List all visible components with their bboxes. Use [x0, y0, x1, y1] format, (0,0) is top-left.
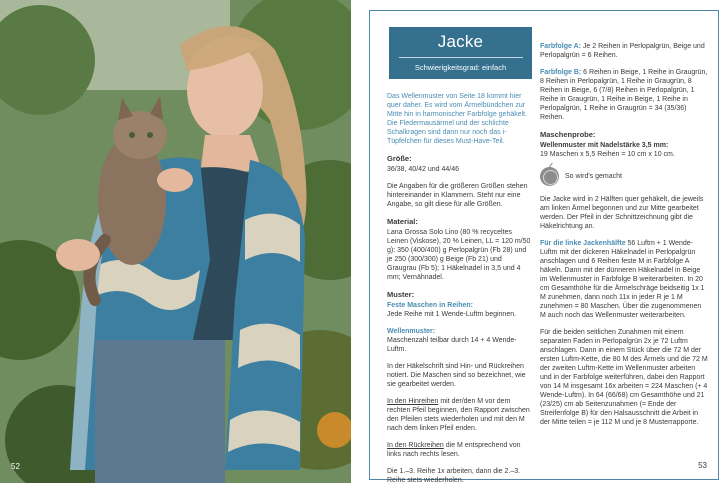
- color-sequence-a: [540, 42, 708, 60]
- gauge-label: Wellenmuster mit Nadelstärke 3,5 mm:: [540, 142, 669, 149]
- gauge-section: [540, 141, 708, 159]
- right-side-rows-text: [387, 397, 532, 433]
- sizes-text: 36/38, 40/42 und 44/46: [387, 166, 460, 173]
- left-half-text: 56 Luftm + 1 Wende-Luftm mit der dickeren Häkelnadel in Perlopalgrün anschlagen und 6 Reihen feste M in Farbfolge A häkeln. Dann mit der dünneren Häkelnadel in Beige im Wellenmuster in Farbfolge B weiterarbeiten. In 20 cm Gesamthöhe für die Ärmelschräge beidseitig 1x 1 M zunehmen, dann noch 11x in jeder R je 1 M zunehmen = 80 Maschen. Über die zugenommenen M auch noch das Wellenmuster weiterarbeiten.: [540, 240, 705, 319]
- text-column-left: [387, 92, 532, 483]
- difficulty-label: Schwierigkeitsgrad: einfach: [414, 63, 507, 72]
- photo-woman-with-cat-cardigan: [0, 0, 351, 483]
- wrong-side-rows-text: [387, 441, 532, 459]
- title-box: [389, 27, 532, 79]
- color-sequence-a-label: Farbfolge A:: [540, 43, 581, 50]
- page-number-left: 52: [11, 462, 20, 471]
- single-crochet-text: Jede Reihe mit 1 Wende-Luftm beginnen.: [387, 311, 517, 318]
- material-text: Lana Grossa Solo Lino (80 % recyceltes Leinen (Viskose), 20 % Leinen, LL = 120 m/50 g): 350 (400/400) g Perlopalgrün (Fb 28) und je 250 (300/300) g Beige (Fb 21) und Graugrau (Fb 5); 1 Häkelnadel in 3,5 und 4 mm; Vernähnadel.: [387, 229, 531, 281]
- wave-pattern-label: Wellenmuster:: [387, 328, 436, 335]
- photo-illustration: [0, 0, 351, 483]
- repeat-note: Die 1.–3. Reihe 1x arbeiten, dann die 2.–3. Reihe stets wiederholen.: [387, 468, 521, 483]
- single-crochet-label: Feste Maschen in Reihen:: [387, 302, 473, 309]
- color-sequence-a-text: Je 2 Reihen in Perlopalgrün, Beige und Perlopalgrün = 6 Reihen.: [540, 43, 705, 59]
- page-gutter: [351, 0, 369, 483]
- page-number-right: 53: [698, 461, 707, 470]
- wrong-side-rows-body: die M entsprechend von links nach rechts lesen.: [387, 442, 521, 458]
- text-column-right: [540, 42, 708, 435]
- instructions-intro: Die Jacke wird in 2 Hälften quer gehäkelt, die jeweils am linken Ärmel begonnen und zur Mitte gearbeitet werden. Der Pfeil in der Schnittzeichnung gibt die Häkelrichtung an.: [540, 196, 704, 230]
- intro-text: Das Wellenmuster von Seite 18 kommt hier quer daher. Es wird vom Ärmelbündchen zur Mitte hin in harmonischer Farbfolge gehäkelt. Die Fledermausärmel und der schlichte Schalkragen sind dann nur noch das i-Tüpfelchen für dieses Must-Have-Teil.: [387, 93, 528, 145]
- wave-pattern-section: [387, 327, 532, 354]
- sizes-note: Die Angaben für die größeren Größen stehen hintereinander in Klammern. Steht nur eine Angabe, so gilt diese für alle Größen.: [387, 183, 528, 208]
- wrong-side-rows-label: In den Rückreihen: [387, 442, 444, 449]
- gauge-text: 19 Maschen x 5,5 Reihen = 10 cm x 10 cm.: [540, 151, 675, 158]
- material-heading: Material:: [387, 217, 418, 226]
- color-sequence-b: [540, 68, 708, 122]
- gauge-heading: Maschenprobe:: [540, 130, 596, 139]
- color-sequence-b-label: Farbfolge B:: [540, 69, 582, 76]
- page-title: Jacke: [437, 32, 484, 51]
- pattern-heading: Muster:: [387, 290, 415, 299]
- how-to-heading: So wird's gemacht: [565, 173, 622, 180]
- how-to-section: [540, 167, 708, 186]
- sizes-heading: Größe:: [387, 154, 412, 163]
- wave-pattern-text: Maschenzahl teilbar durch 14 + 4 Wende-Luftm.: [387, 337, 517, 353]
- color-sequence-b-text: 6 Reihen in Beige, 1 Reihe in Graugrün, 8 Reihen in Perlopalgrün, 1 Reihe in Graugrün, 8 Reihen in Beige, 6 (7/8) Reihen in Perlopalgrün, 1 Reihe in Graugrün, 1 Reihe in Beige, 1 Reihe in Perlopalgrün, 1 Reihe in Graugrün = 34 (35/36) Reihen.: [540, 69, 708, 121]
- single-crochet-section: [387, 301, 532, 319]
- right-side-rows-body: mit der/den M vor dem rechten Pfeil beginnen, den Rapport zwischen den Pfeilen stets wiederholen und mit den M nach dem linken Pfeil enden.: [387, 398, 530, 432]
- title-divider: [399, 57, 523, 58]
- chart-note: In der Häkelschrift sind Hin- und Rückreihen notiert. Die Maschen sind so bezeichnet, wie sie gearbeitet werden.: [387, 363, 526, 388]
- left-half-label: Für die linke Jackenhälfte: [540, 240, 626, 247]
- yarn-ball-icon: [540, 167, 559, 186]
- right-side-rows-label: In den Hinreihen: [387, 398, 439, 405]
- side-increase-instructions: Für die beiden seitlichen Zunahmen mit einem separaten Faden in Perlopalgrün 2x je 72 Luftm anschlagen. Dann in einem Stück über die 72 M der ersten Luftm-Kette, die 80 M des Ärmels und die 72 M der zweiten Luftm-Kette im Wellenmuster arbeiten und in der Farbfolge weiterführen, dabei den Rapport von 14 M insgesamt 16x arbeiten = 224 Maschen (+ 4 Wende-Luftm). In 64 (66/68) cm Gesamthöhe und 21 (23/25) cm ab Seitenzunahmen (= Ende der Streifenfolge B) für den Halsausschnitt die Arbeit in der Mitte teilen = je 112 M und je 8 Musterrapporte.: [540, 329, 708, 426]
- left-half-instructions: [540, 239, 708, 320]
